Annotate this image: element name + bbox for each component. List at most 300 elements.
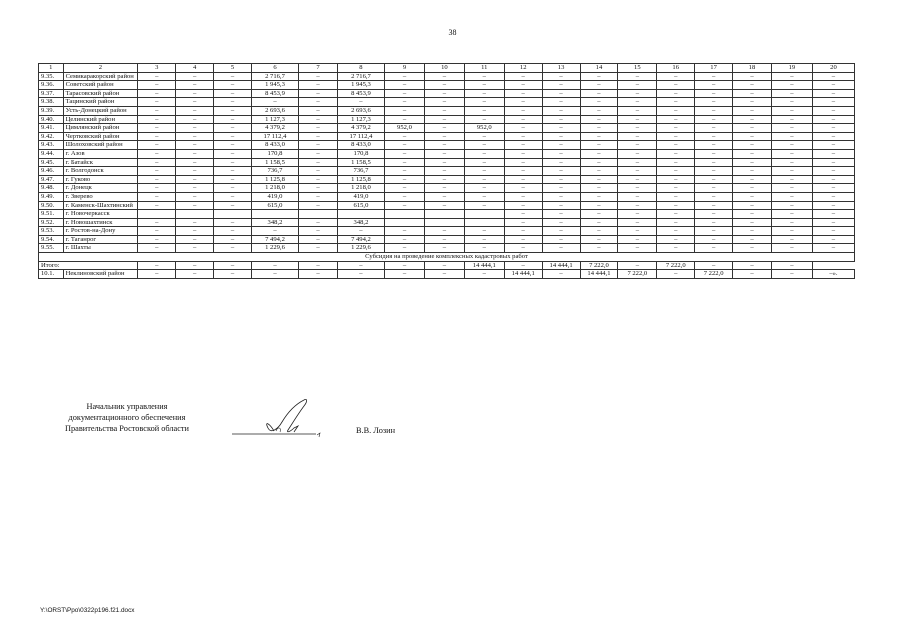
row-number-cell: 9.48. [39, 184, 64, 193]
value-cell: – [542, 72, 580, 81]
value-cell: 1 158,5 [337, 158, 384, 167]
value-cell: 4 379,2 [251, 124, 298, 133]
value-cell: – [618, 115, 657, 124]
row-number-cell: 9.44. [39, 149, 64, 158]
value-cell: – [138, 106, 176, 115]
value-cell: – [464, 149, 504, 158]
value-cell: – [504, 201, 542, 210]
value-cell: 14 444,1 [464, 261, 504, 270]
value-cell: – [618, 132, 657, 141]
table-row [39, 132, 855, 141]
value-cell: – [424, 261, 464, 270]
column-number-header: 5 [214, 64, 252, 73]
value-cell: – [542, 106, 580, 115]
value-cell: – [771, 167, 812, 176]
value-cell: 4 379,2 [337, 124, 384, 133]
value-cell: – [657, 192, 695, 201]
value-cell: 2 693,6 [251, 106, 298, 115]
value-cell: – [464, 227, 504, 236]
value-cell: 1 218,0 [337, 184, 384, 193]
value-cell: – [695, 244, 733, 253]
value-cell: – [299, 106, 338, 115]
value-cell: 1 229,6 [251, 244, 298, 253]
territory-name-cell: Целинский район [63, 115, 138, 124]
table-row [39, 115, 855, 124]
value-cell: 8 433,0 [251, 141, 298, 150]
value-cell: – [424, 72, 464, 81]
value-cell: – [337, 98, 384, 107]
table-row [39, 201, 855, 210]
value-cell: – [176, 184, 214, 193]
table-row [39, 106, 855, 115]
value-cell: – [771, 158, 812, 167]
value-cell: 736,7 [251, 167, 298, 176]
value-cell: 8 453,9 [251, 89, 298, 98]
value-cell: – [657, 72, 695, 81]
value-cell: – [214, 192, 252, 201]
value-cell: – [812, 141, 854, 150]
value-cell: – [299, 81, 338, 90]
value-cell: – [504, 261, 542, 270]
value-cell: – [299, 235, 338, 244]
value-cell: – [138, 72, 176, 81]
value-cell: – [657, 227, 695, 236]
value-cell: – [733, 106, 772, 115]
row-number-cell: 9.47. [39, 175, 64, 184]
value-cell: – [733, 218, 772, 227]
value-cell: – [580, 192, 618, 201]
value-cell: – [618, 158, 657, 167]
value-cell: – [299, 175, 338, 184]
value-cell: – [542, 158, 580, 167]
value-cell: – [657, 218, 695, 227]
value-cell: – [657, 89, 695, 98]
value-cell: – [385, 158, 425, 167]
value-cell: – [424, 192, 464, 201]
value-cell: – [138, 175, 176, 184]
table-row [39, 192, 855, 201]
value-cell: 1 127,3 [251, 115, 298, 124]
file-path: Y:\ORST\Ppo\0322p196.f21.docx [40, 607, 135, 614]
value-cell: – [424, 89, 464, 98]
value-cell: – [385, 244, 425, 253]
column-number-header: 3 [138, 64, 176, 73]
value-cell: – [695, 227, 733, 236]
total-label: Итого: [39, 261, 138, 270]
value-cell: – [299, 218, 338, 227]
value-cell: – [580, 210, 618, 219]
value-cell: – [812, 132, 854, 141]
value-cell: – [214, 201, 252, 210]
value-cell: – [733, 124, 772, 133]
value-cell: – [385, 235, 425, 244]
value-cell: – [812, 98, 854, 107]
value-cell: – [657, 149, 695, 158]
value-cell: – [657, 158, 695, 167]
value-cell: – [214, 184, 252, 193]
value-cell: – [812, 124, 854, 133]
value-cell: – [214, 167, 252, 176]
value-cell: – [542, 227, 580, 236]
value-cell: – [542, 218, 580, 227]
value-cell: – [504, 132, 542, 141]
territory-name-cell: Неклиновский район [63, 270, 138, 279]
value-cell: – [176, 149, 214, 158]
value-cell: – [580, 167, 618, 176]
territory-name-cell: г. Зверево [63, 192, 138, 201]
value-cell: – [771, 261, 812, 270]
value-cell: – [138, 235, 176, 244]
value-cell: – [580, 106, 618, 115]
value-cell: – [618, 167, 657, 176]
value-cell: – [464, 158, 504, 167]
value-cell: 419,0 [251, 192, 298, 201]
territory-name-cell: г. Каменск-Шахтинский [63, 201, 138, 210]
row-number-cell: 9.36. [39, 81, 64, 90]
value-cell: – [695, 98, 733, 107]
value-cell: – [299, 184, 338, 193]
value-cell [424, 210, 464, 219]
value-cell: – [299, 270, 338, 279]
value-cell: – [771, 270, 812, 279]
value-cell: – [580, 201, 618, 210]
value-cell: – [214, 227, 252, 236]
value-cell: – [580, 132, 618, 141]
value-cell: – [251, 261, 298, 270]
value-cell: – [504, 158, 542, 167]
value-cell: – [464, 175, 504, 184]
value-cell: – [771, 235, 812, 244]
value-cell: – [176, 158, 214, 167]
value-cell: – [657, 175, 695, 184]
table-row [39, 89, 855, 98]
value-cell: – [138, 81, 176, 90]
value-cell: – [580, 235, 618, 244]
value-cell: – [771, 81, 812, 90]
value-cell: –». [812, 270, 854, 279]
value-cell: – [771, 175, 812, 184]
value-cell: – [771, 201, 812, 210]
value-cell: – [504, 192, 542, 201]
value-cell: – [812, 184, 854, 193]
value-cell: 1 945,3 [251, 81, 298, 90]
value-cell: – [695, 106, 733, 115]
value-cell: – [299, 227, 338, 236]
value-cell: 14 444,1 [580, 270, 618, 279]
value-cell: 17 112,4 [251, 132, 298, 141]
value-cell: – [580, 227, 618, 236]
value-cell: 952,0 [385, 124, 425, 133]
value-cell: – [337, 261, 384, 270]
value-cell [299, 210, 338, 219]
value-cell: – [176, 261, 214, 270]
value-cell: – [214, 124, 252, 133]
value-cell: – [464, 270, 504, 279]
value-cell: – [138, 149, 176, 158]
value-cell: – [504, 244, 542, 253]
column-number-header: 20 [812, 64, 854, 73]
value-cell: – [504, 227, 542, 236]
value-cell: – [580, 175, 618, 184]
territory-name-cell: г. Шахты [63, 244, 138, 253]
territory-name-cell: г. Новошахтинск [63, 218, 138, 227]
value-cell: – [214, 106, 252, 115]
value-cell: – [504, 235, 542, 244]
column-number-header: 18 [733, 64, 772, 73]
value-cell: – [214, 89, 252, 98]
table-row [39, 227, 855, 236]
value-cell: – [176, 218, 214, 227]
value-cell: – [464, 201, 504, 210]
value-cell: – [299, 149, 338, 158]
value-cell: – [657, 184, 695, 193]
value-cell: – [214, 261, 252, 270]
value-cell: – [580, 72, 618, 81]
column-number-header: 12 [504, 64, 542, 73]
column-number-header: 2 [63, 64, 138, 73]
value-cell: – [504, 98, 542, 107]
value-cell: 7 222,0 [618, 270, 657, 279]
value-cell: – [618, 210, 657, 219]
value-cell: – [424, 81, 464, 90]
value-cell: – [733, 210, 772, 219]
column-number-header: 10 [424, 64, 464, 73]
value-cell: – [176, 132, 214, 141]
value-cell: – [771, 244, 812, 253]
value-cell: – [542, 167, 580, 176]
territory-name-cell: Цимлянский район [63, 124, 138, 133]
territory-name-cell: г. Таганрог [63, 235, 138, 244]
value-cell: – [695, 81, 733, 90]
value-cell: 736,7 [337, 167, 384, 176]
value-cell: – [424, 158, 464, 167]
value-cell: – [176, 98, 214, 107]
value-cell: – [812, 149, 854, 158]
value-cell: – [176, 141, 214, 150]
value-cell: – [214, 175, 252, 184]
value-cell: – [214, 158, 252, 167]
value-cell: – [695, 158, 733, 167]
column-number-header: 16 [657, 64, 695, 73]
row-number-cell: 9.38. [39, 98, 64, 107]
row-number-cell: 9.46. [39, 167, 64, 176]
value-cell: – [424, 149, 464, 158]
value-cell: – [504, 106, 542, 115]
territory-name-cell: г. Азов [63, 149, 138, 158]
value-cell: – [695, 261, 733, 270]
value-cell: – [176, 270, 214, 279]
value-cell: – [542, 132, 580, 141]
value-cell: – [176, 89, 214, 98]
value-cell: – [504, 149, 542, 158]
value-cell: – [299, 132, 338, 141]
row-number-cell: 10.1. [39, 270, 64, 279]
value-cell: – [618, 72, 657, 81]
value-cell [464, 210, 504, 219]
value-cell [385, 218, 425, 227]
value-cell: 615,0 [251, 201, 298, 210]
value-cell: – [424, 201, 464, 210]
value-cell: – [299, 72, 338, 81]
value-cell: – [542, 124, 580, 133]
value-cell: – [176, 124, 214, 133]
value-cell: – [618, 227, 657, 236]
value-cell: 1 158,5 [251, 158, 298, 167]
value-cell: – [812, 89, 854, 98]
signatory-name: В.В. Лозин [356, 426, 396, 435]
value-cell: – [580, 158, 618, 167]
territory-name-cell: Тарасовский район [63, 89, 138, 98]
value-cell: – [580, 184, 618, 193]
territory-name-cell: Чертковский район [63, 132, 138, 141]
value-cell: – [542, 81, 580, 90]
value-cell: – [733, 227, 772, 236]
value-cell: – [424, 184, 464, 193]
value-cell: – [580, 89, 618, 98]
column-number-header: 15 [618, 64, 657, 73]
value-cell [337, 210, 384, 219]
value-cell: – [299, 167, 338, 176]
value-cell: – [138, 98, 176, 107]
value-cell: – [299, 192, 338, 201]
value-cell: – [771, 218, 812, 227]
column-number-header: 14 [580, 64, 618, 73]
value-cell: 615,0 [337, 201, 384, 210]
value-cell: – [542, 115, 580, 124]
value-cell: – [214, 141, 252, 150]
value-cell: – [618, 81, 657, 90]
value-cell: – [812, 115, 854, 124]
value-cell: – [138, 115, 176, 124]
value-cell: – [695, 124, 733, 133]
value-cell: – [176, 167, 214, 176]
value-cell: 7 494,2 [251, 235, 298, 244]
value-cell: – [424, 235, 464, 244]
value-cell: – [464, 244, 504, 253]
value-cell: – [695, 167, 733, 176]
value-cell: – [618, 89, 657, 98]
column-number-header: 1 [39, 64, 64, 73]
value-cell: – [176, 72, 214, 81]
value-cell: – [424, 175, 464, 184]
value-cell: – [138, 201, 176, 210]
value-cell: – [299, 98, 338, 107]
value-cell: – [542, 210, 580, 219]
value-cell: 419,0 [337, 192, 384, 201]
value-cell: – [812, 227, 854, 236]
value-cell: – [771, 149, 812, 158]
value-cell: – [812, 72, 854, 81]
table-row [39, 184, 855, 193]
signatory-title-line: Правительства Ростовской области [65, 424, 189, 433]
value-cell: – [580, 218, 618, 227]
value-cell: – [504, 81, 542, 90]
value-cell: – [771, 141, 812, 150]
value-cell: – [695, 149, 733, 158]
territory-name-cell: Семикаракорский район [63, 72, 138, 81]
value-cell: – [580, 149, 618, 158]
value-cell: – [299, 158, 338, 167]
value-cell: – [176, 106, 214, 115]
value-cell: – [771, 115, 812, 124]
header-row [39, 64, 855, 73]
value-cell: – [385, 149, 425, 158]
value-cell: 1 218,0 [251, 184, 298, 193]
value-cell: – [812, 175, 854, 184]
territory-name-cell: Советский район [63, 81, 138, 90]
value-cell: – [733, 270, 772, 279]
value-cell: – [138, 192, 176, 201]
value-cell: – [657, 270, 695, 279]
territory-name-cell: г. Донецк [63, 184, 138, 193]
value-cell: – [214, 98, 252, 107]
table-row [39, 81, 855, 90]
value-cell: 1 945,3 [337, 81, 384, 90]
value-cell: – [733, 89, 772, 98]
value-cell: – [251, 227, 298, 236]
value-cell: – [299, 115, 338, 124]
column-number-header: 19 [771, 64, 812, 73]
value-cell: – [733, 235, 772, 244]
value-cell: – [424, 141, 464, 150]
value-cell: – [464, 132, 504, 141]
value-cell: – [542, 244, 580, 253]
value-cell: – [771, 124, 812, 133]
value-cell: – [733, 201, 772, 210]
value-cell: – [618, 218, 657, 227]
value-cell: 17 112,4 [337, 132, 384, 141]
value-cell: – [176, 192, 214, 201]
value-cell: – [424, 132, 464, 141]
value-cell: – [812, 235, 854, 244]
value-cell: – [385, 98, 425, 107]
value-cell: 952,0 [464, 124, 504, 133]
value-cell: – [251, 270, 298, 279]
value-cell: – [618, 192, 657, 201]
row-number-cell: 9.45. [39, 158, 64, 167]
value-cell: – [464, 184, 504, 193]
value-cell: – [580, 244, 618, 253]
value-cell: – [812, 158, 854, 167]
value-cell: – [733, 175, 772, 184]
value-cell: – [464, 192, 504, 201]
value-cell: 348,2 [337, 218, 384, 227]
value-cell: – [299, 89, 338, 98]
value-cell: – [657, 141, 695, 150]
value-cell: – [504, 218, 542, 227]
value-cell: – [657, 201, 695, 210]
value-cell: – [424, 244, 464, 253]
value-cell: 2 716,7 [337, 72, 384, 81]
row-number-cell: 9.53. [39, 227, 64, 236]
value-cell [214, 210, 252, 219]
value-cell: – [464, 89, 504, 98]
value-cell: 7 222,0 [657, 261, 695, 270]
value-cell: – [424, 227, 464, 236]
value-cell: – [618, 244, 657, 253]
value-cell: – [299, 124, 338, 133]
value-cell: – [176, 227, 214, 236]
value-cell: – [504, 89, 542, 98]
value-cell: 1 125,8 [251, 175, 298, 184]
value-cell: – [464, 72, 504, 81]
value-cell: – [464, 98, 504, 107]
value-cell: – [138, 141, 176, 150]
value-cell [138, 210, 176, 219]
value-cell: – [733, 132, 772, 141]
value-cell [424, 218, 464, 227]
value-cell: – [812, 167, 854, 176]
